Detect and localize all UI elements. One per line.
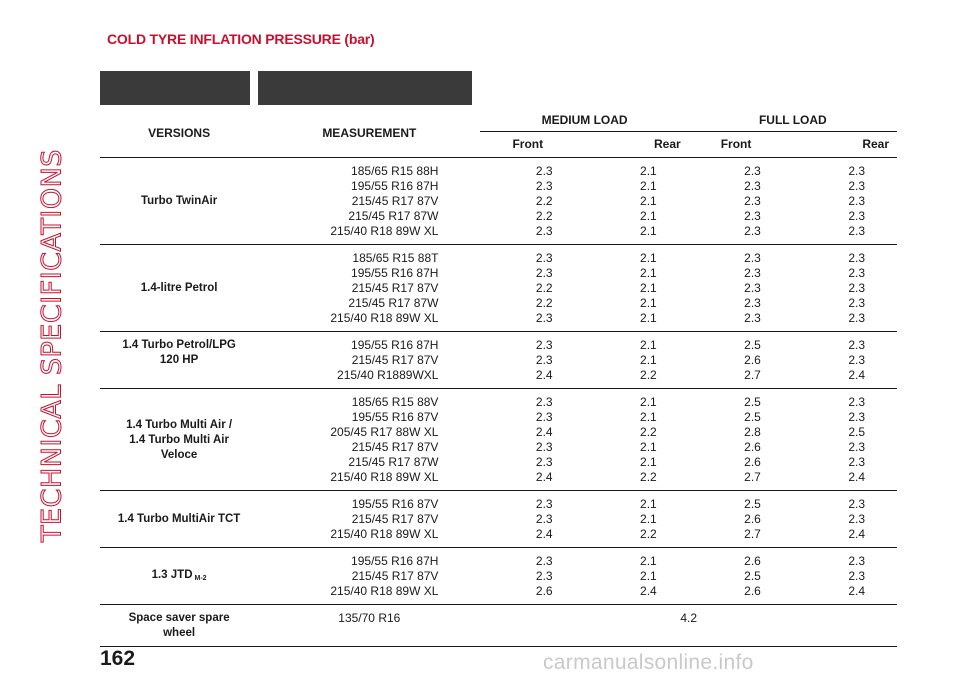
measurement-cell: 185/65 R15 88T 195/55 R16 87H 215/45 R17 87V 215/45 R17 87W 215/40 R18 89W XL bbox=[258, 245, 480, 332]
table-row-spare bbox=[100, 605, 897, 647]
full-rear-cell: 2.3 2.3 2.5 2.3 2.3 2.4 bbox=[793, 389, 897, 491]
full-rear-cell: 2.3 2.3 2.4 bbox=[793, 332, 897, 389]
table-row bbox=[100, 332, 897, 389]
versions-header: VERSIONS bbox=[100, 108, 258, 158]
spare-pressure-cell: 4.2 bbox=[480, 605, 897, 647]
version-label: 1.4 Turbo Petrol/LPG 120 HP bbox=[100, 332, 258, 389]
full-rear-cell: 2.3 2.3 2.4 bbox=[793, 491, 897, 548]
full-rear-cell: 2.3 2.3 2.4 bbox=[793, 548, 897, 605]
medium-rear-cell: 2.1 2.1 2.2 bbox=[585, 332, 689, 389]
full-rear-cell: 2.3 2.3 2.3 2.3 2.3 bbox=[793, 158, 897, 245]
version-label: Space saver spare wheel bbox=[100, 605, 258, 647]
medium-front-cell: 2.3 2.3 2.4 2.3 2.3 2.4 bbox=[480, 389, 584, 491]
medium-front-cell: 2.3 2.3 2.6 bbox=[480, 548, 584, 605]
measurement-header: MEASUREMENT bbox=[258, 108, 480, 158]
medium-rear-cell: 2.1 2.1 2.4 bbox=[585, 548, 689, 605]
full-load-subheader bbox=[689, 132, 897, 158]
medium-front-cell: 2.3 2.3 2.2 2.2 2.3 bbox=[480, 158, 584, 245]
medium-rear-cell: 2.1 2.1 2.2 2.1 2.1 2.2 bbox=[585, 389, 689, 491]
measurement-cell: 195/55 R16 87H 215/45 R17 87V 215/40 R18 89W XL bbox=[258, 548, 480, 605]
header-band bbox=[100, 68, 897, 108]
version-label: 1.3 JTD bbox=[151, 568, 193, 581]
full-front-cell: 2.3 2.3 2.3 2.3 2.3 bbox=[689, 158, 793, 245]
measurement-cell: 195/55 R16 87H 215/45 R17 87V 215/40 R1889WXL bbox=[258, 332, 480, 389]
version-label: Turbo TwinAir bbox=[100, 158, 258, 245]
full-load-header: FULL LOAD bbox=[689, 108, 897, 132]
watermark: carmanualsonline.info bbox=[543, 651, 754, 674]
version-label-cell bbox=[100, 548, 258, 605]
full-rear-header: Rear bbox=[862, 137, 889, 151]
section-title: COLD TYRE INFLATION PRESSURE (bar) bbox=[107, 31, 375, 47]
table-row bbox=[100, 491, 897, 548]
full-front-cell: 2.3 2.3 2.3 2.3 2.3 bbox=[689, 245, 793, 332]
medium-front-cell: 2.3 2.3 2.4 bbox=[480, 491, 584, 548]
full-front-cell: 2.5 2.5 2.8 2.6 2.6 2.7 bbox=[689, 389, 793, 491]
version-subscript: M-2 bbox=[194, 574, 207, 582]
medium-front-header: Front bbox=[512, 137, 544, 151]
full-front-cell: 2.5 2.6 2.7 bbox=[689, 332, 793, 389]
medium-front-cell: 2.3 2.3 2.2 2.2 2.3 bbox=[480, 245, 584, 332]
table-row bbox=[100, 158, 897, 245]
version-label: 1.4-litre Petrol bbox=[100, 245, 258, 332]
full-front-cell: 2.6 2.5 2.6 bbox=[689, 548, 793, 605]
measurement-cell: 185/65 R15 88H 195/55 R16 87H 215/45 R17 87V 215/45 R17 87W 215/40 R18 89W XL bbox=[258, 158, 480, 245]
measurement-cell: 195/55 R16 87V 215/45 R17 87V 215/40 R18 89W XL bbox=[258, 491, 480, 548]
full-rear-cell: 2.3 2.3 2.3 2.3 2.3 bbox=[793, 245, 897, 332]
medium-rear-cell: 2.1 2.1 2.2 bbox=[585, 491, 689, 548]
medium-rear-cell: 2.1 2.1 2.1 2.1 2.1 bbox=[585, 245, 689, 332]
measurement-cell: 135/70 R16 bbox=[258, 605, 480, 647]
tyre-pressure-table bbox=[100, 68, 897, 647]
table-row bbox=[100, 245, 897, 332]
medium-rear-cell: 2.1 2.1 2.1 2.1 2.1 bbox=[585, 158, 689, 245]
medium-rear-header: Rear bbox=[654, 137, 681, 151]
full-front-header: Front bbox=[720, 137, 752, 151]
chapter-title-vertical: TECHNICAL SPECIFICATIONS bbox=[36, 149, 68, 542]
table-row bbox=[100, 548, 897, 605]
table-row bbox=[100, 389, 897, 491]
medium-load-header: MEDIUM LOAD bbox=[480, 108, 688, 132]
version-label: 1.4 Turbo MultiAir TCT bbox=[100, 491, 258, 548]
medium-load-subheader bbox=[480, 132, 688, 158]
tyres-provided-header: TYRES PROVIDED bbox=[480, 68, 897, 108]
page-number: 162 bbox=[100, 647, 136, 670]
medium-front-cell: 2.3 2.3 2.4 bbox=[480, 332, 584, 389]
version-label: 1.4 Turbo Multi Air / 1.4 Turbo Multi Air Veloce bbox=[100, 389, 258, 491]
measurement-cell: 185/65 R15 88V 195/55 R16 87V 205/45 R17 88W XL 215/45 R17 87V 215/45 R17 87W 215/40 R18 89W XL bbox=[258, 389, 480, 491]
full-front-cell: 2.5 2.6 2.7 bbox=[689, 491, 793, 548]
